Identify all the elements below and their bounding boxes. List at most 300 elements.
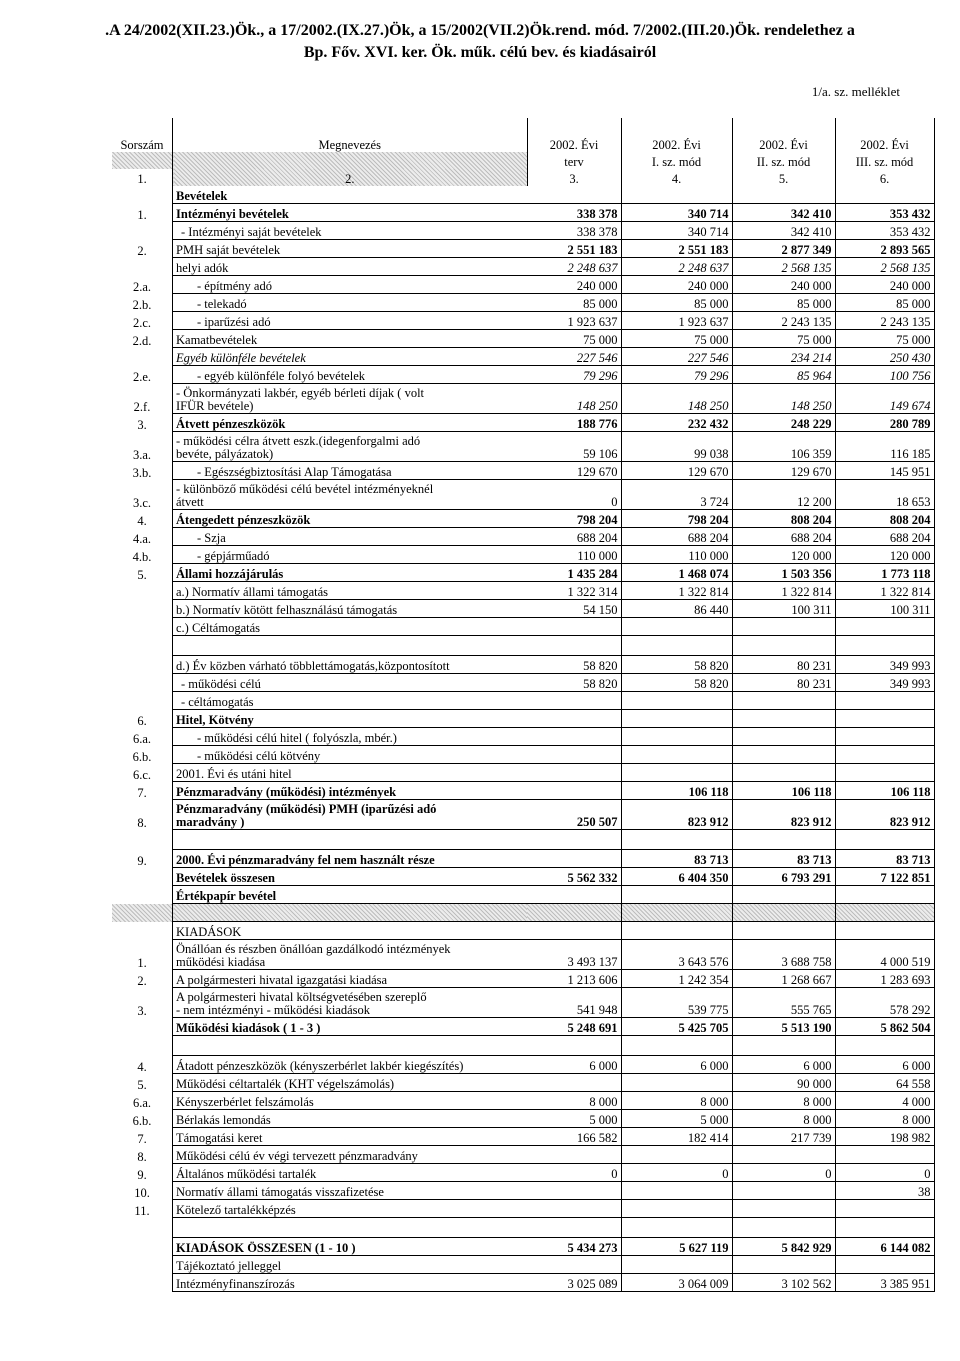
row-label: Működési célú év végi tervezett pénzmaradvány — [173, 1146, 528, 1164]
value-cell-col-3: 1 435 284 — [527, 564, 621, 582]
value-cell-col-5: 80 231 — [732, 674, 835, 692]
value-cell-col-3: 1 923 637 — [527, 312, 621, 330]
value-cell-col-3: 85 000 — [527, 294, 621, 312]
value-cell-col-4: 6 000 — [621, 1056, 732, 1074]
value-cell-col-6: 100 311 — [835, 600, 934, 618]
table-row — [112, 970, 934, 988]
row-number: 2. — [137, 243, 147, 258]
row-label: Pénzmaradvány (működési) intézmények — [173, 782, 528, 800]
value-cell-col-3: 3 025 089 — [527, 1274, 621, 1292]
table-row — [112, 674, 934, 692]
value-cell-col-3: 2 551 183 — [527, 240, 621, 258]
value-cell-col-5: 1 268 667 — [732, 970, 835, 988]
value-cell-col-6: 149 674 — [835, 384, 934, 414]
value-cell-col-6: 4 000 — [835, 1092, 934, 1110]
value-cell-col-4: 240 000 — [621, 276, 732, 294]
value-cell-col-4: 340 714 — [621, 204, 732, 222]
row-label: Hitel, Kötvény — [173, 710, 528, 728]
value-cell-col-6 — [835, 636, 934, 656]
subheader-mod-2: II. sz. mód — [732, 152, 835, 169]
row-number — [112, 186, 173, 204]
value-cell-col-6 — [835, 886, 934, 904]
value-cell-col-5: 85 000 — [732, 294, 835, 312]
row-label: - céltámogatás — [173, 692, 528, 710]
value-cell-col-4 — [621, 710, 732, 728]
row-label: - építmény adó — [173, 276, 528, 294]
value-cell-col-4: 227 546 — [621, 348, 732, 366]
row-label: Normatív állami támogatás visszafizetése — [173, 1182, 528, 1200]
value-cell-col-4 — [621, 830, 732, 850]
value-cell-col-4: 340 714 — [621, 222, 732, 240]
colnum-5: 5. — [732, 169, 835, 186]
row-number: 7. — [137, 785, 147, 800]
row-number — [112, 886, 173, 904]
value-cell-col-5: 90 000 — [732, 1074, 835, 1092]
row-label: c.) Céltámogatás — [173, 618, 528, 636]
row-number — [112, 636, 173, 656]
value-cell-col-4: 2 551 183 — [621, 240, 732, 258]
value-cell-col-6: 18 653 — [835, 480, 934, 510]
row-label: Működési kiadások ( 1 - 3 ) — [173, 1018, 528, 1036]
table-row — [112, 1110, 934, 1128]
value-cell-col-5: 1 503 356 — [732, 564, 835, 582]
value-cell-col-3: 8 000 — [527, 1092, 621, 1110]
value-cell-col-6: 353 432 — [835, 222, 934, 240]
value-cell-col-4 — [621, 186, 732, 204]
value-cell-col-3: 75 000 — [527, 330, 621, 348]
value-cell-col-4: 182 414 — [621, 1128, 732, 1146]
value-cell-col-6 — [835, 904, 934, 922]
document-title-line-2: Bp. Főv. XVI. ker. Ök. műk. célú bev. és kiadásairól — [303, 44, 657, 61]
value-cell-col-4: 8 000 — [621, 1092, 732, 1110]
value-cell-col-4 — [621, 618, 732, 636]
row-number: 2.e. — [132, 369, 152, 384]
value-cell-col-5 — [732, 618, 835, 636]
row-label — [173, 1036, 528, 1056]
value-cell-col-3: 227 546 — [527, 348, 621, 366]
value-cell-col-3: 129 670 — [527, 462, 621, 480]
value-cell-col-4 — [621, 1256, 732, 1274]
row-label: a.) Normatív állami támogatás — [173, 582, 528, 600]
row-label: Állami hozzájárulás — [173, 564, 528, 582]
row-number: 2. — [137, 973, 147, 988]
value-cell-col-6: 349 993 — [835, 656, 934, 674]
table-row — [112, 904, 934, 922]
row-label: Intézményi bevételek — [173, 204, 528, 222]
value-cell-col-6: 6 000 — [835, 1056, 934, 1074]
value-cell-col-3 — [527, 850, 621, 868]
row-label: Egyéb különféle bevételek — [173, 348, 528, 366]
value-cell-col-4: 99 038 — [621, 432, 732, 462]
value-cell-col-3: 5 000 — [527, 1110, 621, 1128]
row-number — [112, 1018, 173, 1036]
row-label: - Egészségbiztosítási Alap Támogatása — [173, 462, 528, 480]
table-row — [112, 294, 934, 312]
value-cell-col-3 — [527, 922, 621, 940]
value-cell-col-5 — [732, 1200, 835, 1218]
value-cell-col-5: 555 765 — [732, 988, 835, 1018]
value-cell-col-5 — [732, 764, 835, 782]
value-cell-col-3: 59 106 — [527, 432, 621, 462]
value-cell-col-5: 3 688 758 — [732, 940, 835, 970]
row-number: 6.c. — [132, 767, 152, 782]
row-number — [112, 1036, 173, 1056]
row-number: 9. — [137, 853, 147, 868]
row-number — [112, 600, 173, 618]
value-cell-col-6: 4 000 519 — [835, 940, 934, 970]
row-number — [112, 582, 173, 600]
colnum-4: 4. — [621, 169, 732, 186]
value-cell-col-5 — [732, 746, 835, 764]
table-row — [112, 582, 934, 600]
row-number — [112, 692, 173, 710]
row-label: 2001. Évi és utáni hitel — [173, 764, 528, 782]
value-cell-col-5 — [732, 728, 835, 746]
row-number — [112, 1274, 173, 1292]
value-cell-col-4: 110 000 — [621, 546, 732, 564]
value-cell-col-5 — [732, 1218, 835, 1238]
value-cell-col-4: 86 440 — [621, 600, 732, 618]
table-row — [112, 1146, 934, 1164]
table-row — [112, 868, 934, 886]
row-number — [112, 656, 173, 674]
table-row — [112, 1218, 934, 1238]
value-cell-col-6: 349 993 — [835, 674, 934, 692]
value-cell-col-3: 5 562 332 — [527, 868, 621, 886]
row-number: 1. — [137, 955, 147, 970]
column-number-row — [112, 169, 934, 186]
value-cell-col-4 — [621, 922, 732, 940]
row-label: Bevételek összesen — [173, 868, 528, 886]
row-label: Átvett pénzeszközök — [173, 414, 528, 432]
value-cell-col-3: 5 248 691 — [527, 1018, 621, 1036]
value-cell-col-6: 808 204 — [835, 510, 934, 528]
value-cell-col-6: 100 756 — [835, 366, 934, 384]
value-cell-col-3 — [527, 618, 621, 636]
row-number: 2.c. — [132, 315, 152, 330]
value-cell-col-6: 83 713 — [835, 850, 934, 868]
row-label: - egyéb különféle folyó bevételek — [173, 366, 528, 384]
value-cell-col-3: 338 378 — [527, 222, 621, 240]
value-cell-col-6: 1 322 814 — [835, 582, 934, 600]
value-cell-col-6 — [835, 1256, 934, 1274]
table-row — [112, 886, 934, 904]
row-number: 7. — [137, 1131, 147, 1146]
row-label: - működési célú hitel ( folyószla, mbér.) — [173, 728, 528, 746]
table-row — [112, 1274, 934, 1292]
table-row — [112, 988, 934, 1018]
row-number: 2.a. — [132, 279, 152, 294]
value-cell-col-3 — [527, 764, 621, 782]
value-cell-col-4: 148 250 — [621, 384, 732, 414]
value-cell-col-5: 106 359 — [732, 432, 835, 462]
budget-table — [112, 118, 935, 1292]
value-cell-col-5: 75 000 — [732, 330, 835, 348]
row-number — [112, 868, 173, 886]
value-cell-col-3 — [527, 1256, 621, 1274]
value-cell-col-5: 342 410 — [732, 222, 835, 240]
value-cell-col-3: 58 820 — [527, 656, 621, 674]
value-cell-col-4: 1 468 074 — [621, 564, 732, 582]
value-cell-col-6 — [835, 1200, 934, 1218]
row-label: - Intézményi saját bevételek — [173, 222, 528, 240]
value-cell-col-3: 5 434 273 — [527, 1238, 621, 1256]
value-cell-col-5: 5 842 929 — [732, 1238, 835, 1256]
value-cell-col-6: 6 144 082 — [835, 1238, 934, 1256]
row-label — [173, 636, 528, 656]
table-row — [112, 186, 934, 204]
table-row — [112, 276, 934, 294]
annex-label: 1/a. sz. melléklet — [811, 84, 900, 99]
value-cell-col-6 — [835, 830, 934, 850]
table-row — [112, 1036, 934, 1056]
value-cell-col-3 — [527, 710, 621, 728]
value-cell-col-6 — [835, 186, 934, 204]
table-row — [112, 258, 934, 276]
row-label: Működési céltartalék (KHT végelszámolás) — [173, 1074, 528, 1092]
value-cell-col-5: 808 204 — [732, 510, 835, 528]
subheader-mod-1: I. sz. mód — [621, 152, 732, 169]
value-cell-col-3 — [527, 1146, 621, 1164]
table-row — [112, 710, 934, 728]
row-number — [112, 348, 173, 366]
row-label: - működési célra átvett eszk.(idegenforgalmi adó bevéte, pályázatok) — [173, 432, 528, 462]
value-cell-col-5: 234 214 — [732, 348, 835, 366]
value-cell-col-3: 250 507 — [527, 800, 621, 830]
value-cell-col-3 — [527, 1218, 621, 1238]
value-cell-col-5: 2 243 135 — [732, 312, 835, 330]
value-cell-col-6: 116 185 — [835, 432, 934, 462]
value-cell-col-6 — [835, 710, 934, 728]
value-cell-col-6: 8 000 — [835, 1110, 934, 1128]
value-cell-col-5: 80 231 — [732, 656, 835, 674]
value-cell-col-6 — [835, 1146, 934, 1164]
table-row — [112, 618, 934, 636]
row-label: Átengedett pénzeszközök — [173, 510, 528, 528]
row-label: Önállóan és részben önállóan gazdálkodó intézmények működési kiadása — [173, 940, 528, 970]
value-cell-col-4: 823 912 — [621, 800, 732, 830]
value-cell-col-3: 338 378 — [527, 204, 621, 222]
row-number — [112, 1218, 173, 1238]
row-label: Pénzmaradvány (működési) PMH (iparűzési adó maradvány ) — [173, 800, 528, 830]
table-row — [112, 366, 934, 384]
row-number: 6.b. — [132, 749, 152, 764]
value-cell-col-4 — [621, 1200, 732, 1218]
table-row — [112, 1164, 934, 1182]
table-row — [112, 528, 934, 546]
value-cell-col-6: 250 430 — [835, 348, 934, 366]
table-row — [112, 414, 934, 432]
row-label: - működési célú kötvény — [173, 746, 528, 764]
value-cell-col-3: 79 296 — [527, 366, 621, 384]
table-row — [112, 764, 934, 782]
value-cell-col-3: 688 204 — [527, 528, 621, 546]
value-cell-col-5: 120 000 — [732, 546, 835, 564]
value-cell-col-6: 106 118 — [835, 782, 934, 800]
row-number — [112, 222, 173, 240]
value-cell-col-3: 1 322 314 — [527, 582, 621, 600]
row-number — [112, 258, 173, 276]
row-number: 11. — [134, 1203, 150, 1218]
table-row — [112, 312, 934, 330]
value-cell-col-4: 798 204 — [621, 510, 732, 528]
value-cell-col-3: 148 250 — [527, 384, 621, 414]
row-number: 2.b. — [132, 297, 152, 312]
value-cell-col-5 — [732, 1146, 835, 1164]
value-cell-col-4: 6 404 350 — [621, 868, 732, 886]
row-label — [173, 830, 528, 850]
table-row — [112, 692, 934, 710]
row-number: 8. — [137, 815, 147, 830]
value-cell-col-6: 145 951 — [835, 462, 934, 480]
value-cell-col-4: 3 643 576 — [621, 940, 732, 970]
value-cell-col-5: 106 118 — [732, 782, 835, 800]
row-number: 3.a. — [132, 447, 152, 462]
row-number: 9. — [137, 1167, 147, 1182]
subheader-terv: terv — [527, 152, 621, 169]
row-label: KIADÁSOK — [173, 922, 528, 940]
value-cell-col-4: 85 000 — [621, 294, 732, 312]
value-cell-col-3 — [527, 830, 621, 850]
row-number: 5. — [137, 567, 147, 582]
value-cell-col-3: 188 776 — [527, 414, 621, 432]
row-label: b.) Normatív kötött felhasználású támogatás — [173, 600, 528, 618]
row-label: Támogatási keret — [173, 1128, 528, 1146]
table-row — [112, 348, 934, 366]
row-label: Értékpapír bevétel — [173, 886, 528, 904]
table-row — [112, 922, 934, 940]
value-cell-col-3: 54 150 — [527, 600, 621, 618]
value-cell-col-5 — [732, 1182, 835, 1200]
table-row — [112, 1092, 934, 1110]
value-cell-col-5 — [732, 1256, 835, 1274]
row-number: 4. — [137, 513, 147, 528]
table-row — [112, 746, 934, 764]
row-number — [112, 922, 173, 940]
row-number — [112, 1238, 173, 1256]
value-cell-col-5: 2 877 349 — [732, 240, 835, 258]
value-cell-col-5: 0 — [732, 1164, 835, 1182]
value-cell-col-6: 85 000 — [835, 294, 934, 312]
table-row — [112, 782, 934, 800]
value-cell-col-3 — [527, 692, 621, 710]
row-number: 4.b. — [132, 549, 152, 564]
row-number: 4.a. — [132, 531, 152, 546]
row-label: Kényszerbérlet felszámolás — [173, 1092, 528, 1110]
row-number — [112, 674, 173, 692]
value-cell-col-6 — [835, 728, 934, 746]
value-cell-col-6: 578 292 — [835, 988, 934, 1018]
value-cell-col-6: 1 283 693 — [835, 970, 934, 988]
row-number: 3. — [137, 417, 147, 432]
value-cell-col-3 — [527, 1200, 621, 1218]
value-cell-col-6 — [835, 1036, 934, 1056]
value-cell-col-6 — [835, 922, 934, 940]
row-number: 6.a. — [132, 1095, 152, 1110]
value-cell-col-4: 539 775 — [621, 988, 732, 1018]
table-row — [112, 204, 934, 222]
value-cell-col-6 — [835, 1218, 934, 1238]
colnum-3: 3. — [527, 169, 621, 186]
table-row — [112, 850, 934, 868]
value-cell-col-6: 688 204 — [835, 528, 934, 546]
row-label: - Önkormányzati lakbér, egyéb bérleti díjak ( volt IFÜR bevétele) — [173, 384, 528, 414]
value-cell-col-5: 248 229 — [732, 414, 835, 432]
table-row — [112, 1238, 934, 1256]
value-cell-col-4: 0 — [621, 1164, 732, 1182]
table-row — [112, 330, 934, 348]
value-cell-col-3: 240 000 — [527, 276, 621, 294]
value-cell-col-6: 2 568 135 — [835, 258, 934, 276]
value-cell-col-6: 7 122 851 — [835, 868, 934, 886]
value-cell-col-4: 79 296 — [621, 366, 732, 384]
value-cell-col-4: 83 713 — [621, 850, 732, 868]
value-cell-col-6: 5 862 504 — [835, 1018, 934, 1036]
value-cell-col-3 — [527, 1074, 621, 1092]
row-number — [112, 904, 173, 922]
subheader-blank — [112, 152, 173, 169]
value-cell-col-4: 5 000 — [621, 1110, 732, 1128]
row-number: 4. — [137, 1059, 147, 1074]
value-cell-col-5 — [732, 636, 835, 656]
value-cell-col-5: 6 793 291 — [732, 868, 835, 886]
header-col-6: 2002. Évi — [835, 118, 934, 152]
table-row — [112, 830, 934, 850]
value-cell-col-6: 240 000 — [835, 276, 934, 294]
value-cell-col-4 — [621, 764, 732, 782]
row-label: PMH saját bevételek — [173, 240, 528, 258]
value-cell-col-6: 823 912 — [835, 800, 934, 830]
value-cell-col-6: 1 773 118 — [835, 564, 934, 582]
table-row — [112, 1018, 934, 1036]
value-cell-col-5: 3 102 562 — [732, 1274, 835, 1292]
value-cell-col-6 — [835, 618, 934, 636]
document-title-line-1: .A 24/2002(XII.23.)Ök., a 17/2002.(IX.27.)Ök, a 15/2002(VII.2)Ök.rend. mód. 7/2002.(III.20.)Ök. rendelethez a — [105, 22, 855, 39]
value-cell-col-3 — [527, 728, 621, 746]
value-cell-col-6 — [835, 746, 934, 764]
value-cell-col-5 — [732, 1036, 835, 1056]
subheader-blank-2 — [173, 152, 528, 169]
value-cell-col-5 — [732, 692, 835, 710]
table-row — [112, 1256, 934, 1274]
row-number: 1. — [137, 207, 147, 222]
row-label: Kamatbevételek — [173, 330, 528, 348]
row-label: helyi adók — [173, 258, 528, 276]
value-cell-col-3: 1 213 606 — [527, 970, 621, 988]
table-row — [112, 510, 934, 528]
value-cell-col-5: 5 513 190 — [732, 1018, 835, 1036]
row-label: A polgármesteri hivatal költségvetésében szereplő - nem intézményi - működési kiadások — [173, 988, 528, 1018]
row-number: 10. — [134, 1185, 150, 1200]
table-row — [112, 636, 934, 656]
value-cell-col-5: 342 410 — [732, 204, 835, 222]
value-cell-col-6: 353 432 — [835, 204, 934, 222]
table-row — [112, 800, 934, 830]
row-number: 6.a. — [132, 731, 152, 746]
table-row — [112, 480, 934, 510]
value-cell-col-3 — [527, 1182, 621, 1200]
row-label: Bevételek — [173, 186, 528, 204]
value-cell-col-4 — [621, 1218, 732, 1238]
value-cell-col-6: 0 — [835, 1164, 934, 1182]
value-cell-col-3 — [527, 636, 621, 656]
row-number: 5. — [137, 1077, 147, 1092]
value-cell-col-3: 2 248 637 — [527, 258, 621, 276]
colnum-2: 2. — [173, 169, 528, 186]
table-row — [112, 1200, 934, 1218]
value-cell-col-4 — [621, 636, 732, 656]
value-cell-col-4 — [621, 746, 732, 764]
